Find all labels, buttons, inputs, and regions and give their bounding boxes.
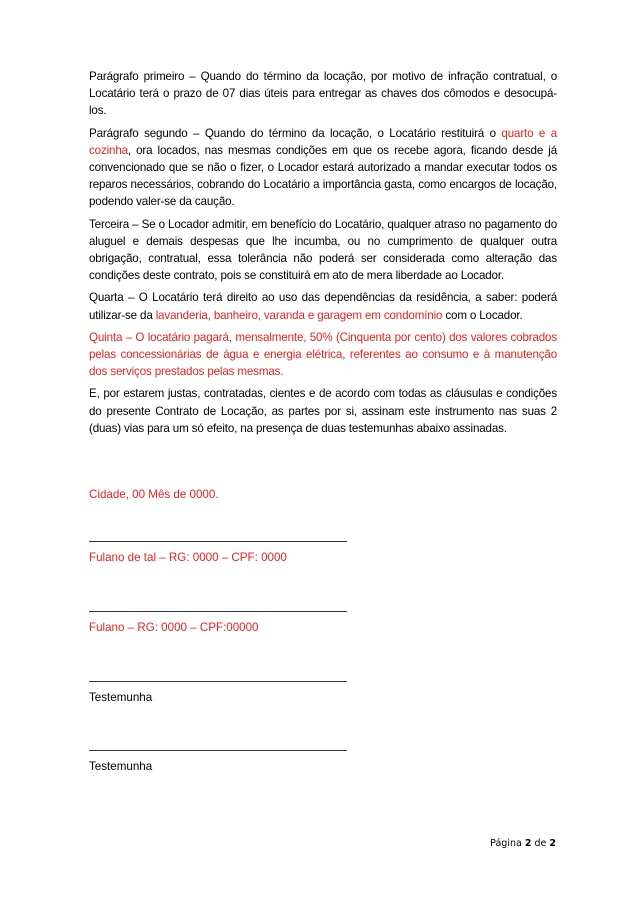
clause-fourth-text-b: com o Locador. <box>442 308 523 322</box>
clause-fourth-highlight: lavanderia, banheiro, varanda e garagem em condomínio <box>155 308 443 322</box>
signature-label: Fulano de tal – RG: 0000 – CPF: 0000 <box>89 551 287 564</box>
page-prefix: Página <box>490 838 525 849</box>
paragraph-second-text-b: , ora locados, nas mesmas condições em que os recebe agora, ficando desde já convencionado que se não o fizer, o Locador estará autorizado a mandar executar todos os reparos necessários, cobrando do Locatário a importância gasta, como encargos de locação, podendo valer-se da caução. <box>89 143 557 209</box>
closing-paragraph: E, por estarem justas, contratadas, cientes e de acordo com todas as cláusulas e condições do presente Contrato de Locação, as partes por si, assinam este instrumento nas suas 2 (duas) vias para um só efeito, na presença de duas testemunhas abaixo assinadas. <box>89 387 557 435</box>
witness-block-1 <box>89 681 347 706</box>
clause-fourth <box>89 289 557 323</box>
witness-label: Testemunha <box>89 760 153 773</box>
clause-third: Terceira – Se o Locador admitir, em benefício do Locatário, qualquer atraso no pagamento do aluguel e demais despesas que lhe incumba, ou no cumprimento de qualquer outra obrigação, contratual, essa tolerância não poderá ser considerada como alteração das condições deste contrato, pois se constituirá em ato de mera liberdade ao Locador. <box>89 217 557 283</box>
signature-block-2 <box>89 611 347 636</box>
paragraph-second-highlight: quarto e a cozinha <box>89 126 558 157</box>
current-page: 2 <box>524 838 532 849</box>
contract-body <box>89 68 557 442</box>
signature-line <box>89 681 347 682</box>
clause-fourth-text-a: Quarta – O Locatário terá direito ao uso das dependências da residência, a saber: poderá utilizar-se da <box>89 291 557 322</box>
signature-line <box>89 611 347 612</box>
signature-block-1 <box>89 541 347 566</box>
witness-block-2 <box>89 750 347 775</box>
paragraph-second <box>89 125 557 211</box>
signature-line <box>89 750 347 751</box>
clause-fifth: Quinta – O locatário pagará, mensalmente, 50% (Cinquenta por cento) dos valores cobrados pelas concessionárias de água e energia elétrica, referentes ao consumo e à manutenção dos serviços prestados pelas mesmas. <box>89 330 557 379</box>
signature-label: Fulano – RG: 0000 – CPF:00000 <box>89 621 259 634</box>
signature-line <box>89 541 347 542</box>
witness-label: Testemunha <box>89 691 153 704</box>
paragraph-second-text-a: Parágrafo segundo – Quando do término da locação, o Locatário restituirá o <box>89 126 502 140</box>
total-pages: 2 <box>549 838 556 849</box>
page-number <box>490 838 556 849</box>
paragraph-first: Parágrafo primeiro – Quando do término da locação, por motivo de infração contratual, o Locatário terá o prazo de 07 dias úteis para entregar as chaves dos cômodos e desocupá-los. <box>89 70 557 118</box>
page-middle: de <box>531 838 550 849</box>
city-date: Cidade, 00 Mês de 0000. <box>89 488 219 501</box>
